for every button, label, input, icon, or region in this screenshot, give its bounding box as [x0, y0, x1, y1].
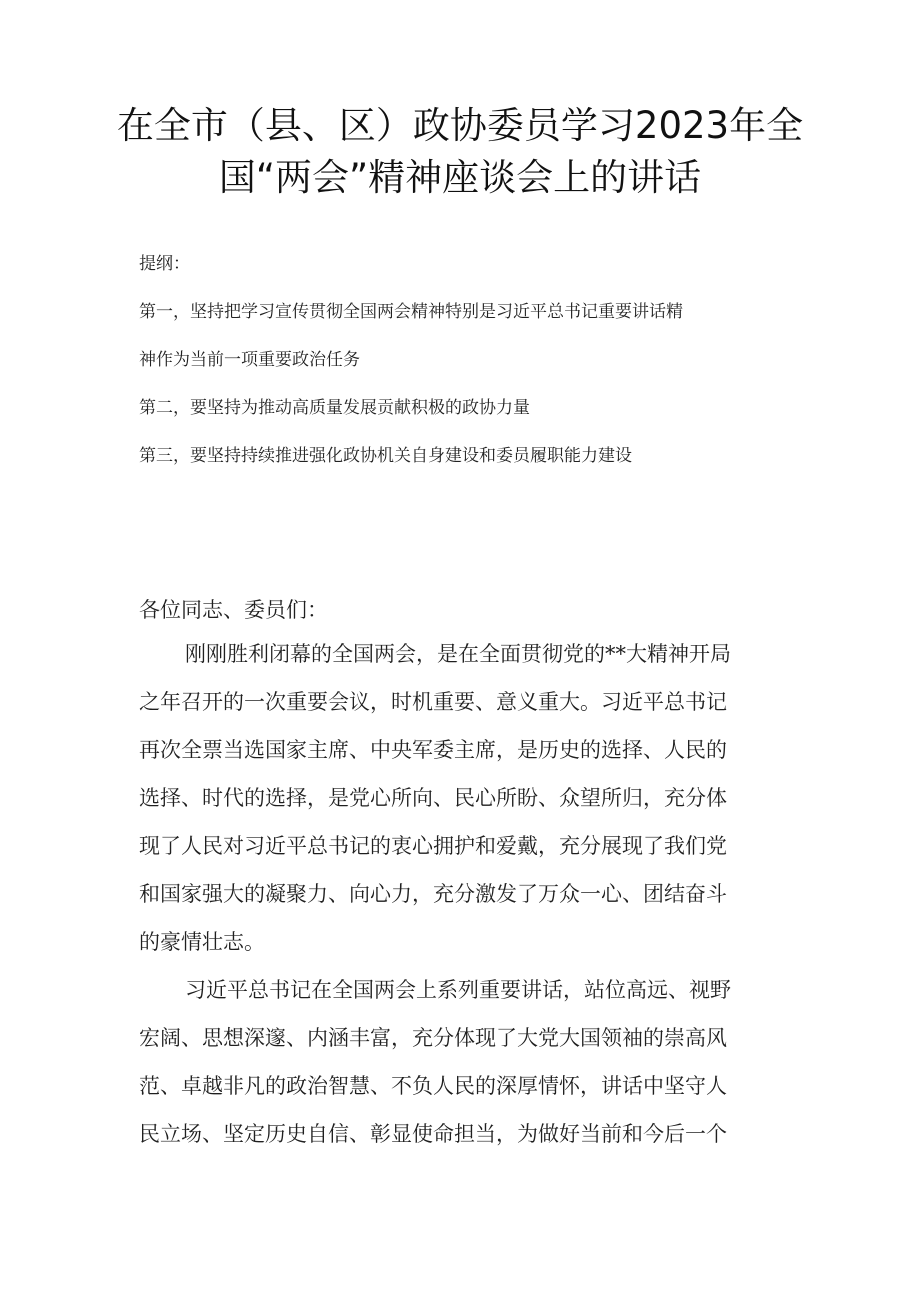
paragraph-1-line-5: 现了人民对习近平总书记的衷心拥护和爱戴，充分展现了我们党	[139, 834, 727, 858]
title-line-1: 在全市（县、区）政协委员学习2023年全	[116, 104, 804, 147]
outline-item-1-line-2: 神作为当前一项重要政治任务	[139, 350, 360, 370]
paragraph-1-line-4: 选择、时代的选择，是党心所向、民心所盼、众望所归，充分体	[139, 786, 727, 810]
outline-item-3-line-1: 第三，要坚持持续推进强化政协机关自身建设和委员履职能力建设	[139, 446, 632, 466]
speech-body	[139, 590, 789, 1158]
outline-item-3	[139, 444, 799, 468]
paragraph-2-line-1: 习近平总书记在全国两会上系列重要讲话，站位高远、视野	[185, 978, 731, 1002]
outline-item-1-line-1: 第一，坚持把学习宣传贯彻全国两会精神特别是习近平总书记重要讲话精	[139, 302, 683, 322]
greeting: 各位同志、委员们：	[139, 598, 328, 622]
paragraph-1-line-7: 的豪情壮志。	[139, 930, 265, 954]
outline-label: 提纲：	[139, 254, 190, 274]
paragraph-1-line-3: 再次全票当选国家主席、中央军委主席，是历史的选择、人民的	[139, 738, 727, 762]
paragraph-1-line-2: 之年召开的一次重要会议，时机重要、意义重大。习近平总书记	[139, 690, 727, 714]
paragraph-1	[139, 630, 789, 966]
document-title	[100, 100, 820, 204]
paragraph-1-line-6: 和国家强大的凝聚力、向心力，充分激发了万众一心、团结奋斗	[139, 882, 727, 906]
outline-item-2	[139, 396, 799, 420]
paragraph-2-line-4: 民立场、坚定历史自信、彰显使命担当，为做好当前和今后一个	[139, 1122, 727, 1146]
outline-item-2-line-1: 第二，要坚持为推动高质量发展贡献积极的政协力量	[139, 398, 530, 418]
paragraph-1-line-1: 刚刚胜利闭幕的全国两会，是在全面贯彻党的**大精神开局	[185, 642, 731, 666]
paragraph-2-line-3: 范、卓越非凡的政治智慧、不负人民的深厚情怀，讲话中坚守人	[139, 1074, 727, 1098]
outline-item-1	[139, 300, 799, 372]
paragraph-2-line-2: 宏阔、思想深邃、内涵丰富，充分体现了大党大国领袖的崇高风	[139, 1026, 727, 1050]
title-line-2: 国“两会”精神座谈会上的讲话	[218, 156, 702, 199]
outline-section	[139, 252, 799, 492]
paragraph-2	[139, 966, 789, 1158]
